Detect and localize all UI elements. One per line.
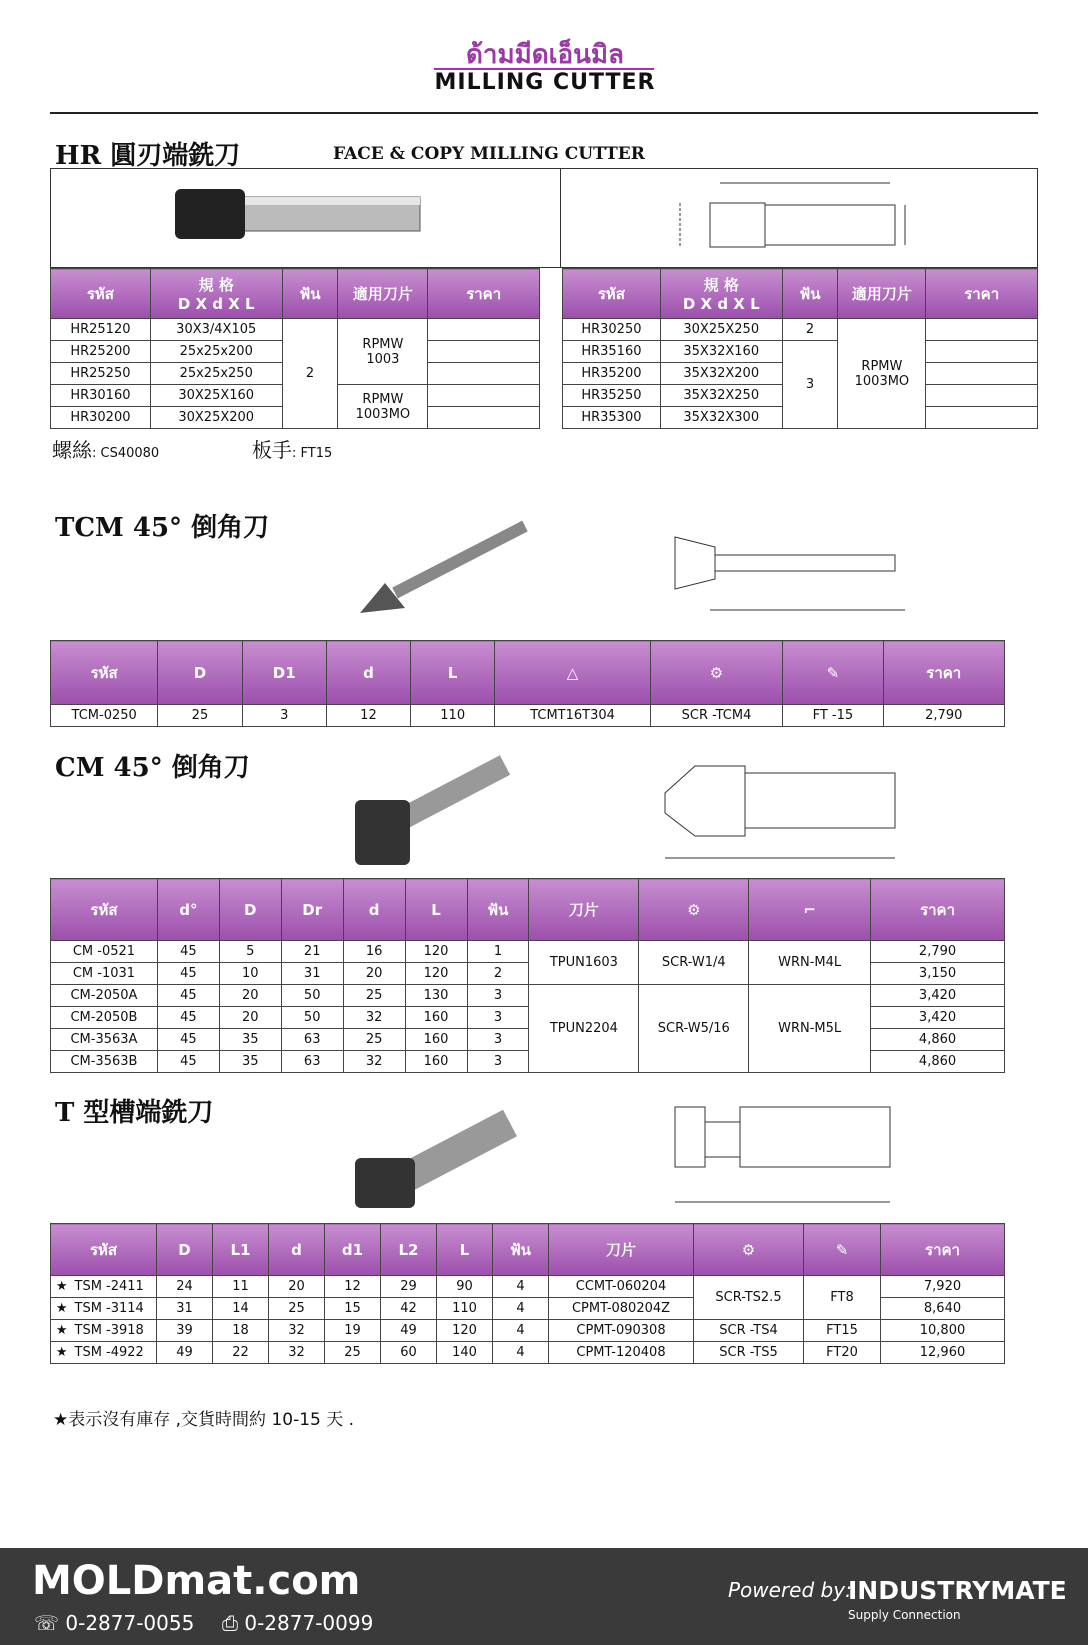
hr-subtitle: FACE & COPY MILLING CUTTER [333, 144, 645, 164]
phone: ☏ 0-2877-0055 [34, 1611, 195, 1635]
th-spec: 規 格 D X d X L [150, 269, 282, 319]
tsm-cutter-image [350, 1098, 540, 1213]
table-row: ★ TSM -2411 24 11 20 12 29 90 4 CCMT-060204 SCR-TS2.5 FT8 7,920 [51, 1276, 1005, 1298]
hr-title: HR 圓刃端銑刀 [55, 141, 241, 171]
tcm-drawing [635, 525, 925, 620]
th-insert: 適用刀片 [338, 269, 428, 319]
table-row: HR35160 35X32X160 3 [563, 341, 1038, 363]
tsm-table: รหัส D L1 d d1 L2 L ฟัน 刀片 ⚙ ✎ ราคา ★ TSM -2411 24 11 20 12 29 90 4 CCMT-060204 SCR-TS2.5 FT8 7,920 ★ TSM -3114 31 14 25 15 42 110 4 CPMT-080204Z 8,640 ★ TSM -3918 39 18 32 19 49 120 4 CPMT-090308 SCR -TS4 FT15 10,800 ★ TSM -4922 49 22 32 25 60 140 4 CPMT-120408 SCR -TS5 FT20 12,960 [50, 1223, 1005, 1364]
screw-icon: ⚙ [639, 879, 749, 941]
table-row: CM -1031 45 10 31 20 120 2 3,150 [51, 963, 1005, 985]
screw-icon: ⚙ [650, 641, 782, 705]
brand-name: MOLDmat.com [32, 1558, 361, 1604]
hr-table-right: รหัส 規 格 D X d X L ฟัน 適用刀片 ราคา HR30250 30X25X250 2 RPMW 1003MO HR35160 35X32X160 3 HR35200 35X32X200 HR35250 35X32X250 HR35300 35X32X300 [562, 268, 1038, 429]
wrench-icon: ✎ [783, 641, 883, 705]
th-teeth: ฟัน [282, 269, 338, 319]
table-row: CM -0521 45 5 21 16 120 1 TPUN1603 SCR-W1/4 WRN-M4L 2,790 [51, 941, 1005, 963]
th-code: รหัส [51, 269, 151, 319]
table-row: HR25250 25x25x250 [51, 363, 540, 385]
hr-table-left [50, 268, 540, 429]
tsm-title: T 型槽端銑刀 [55, 1098, 214, 1128]
fax: ⎙ 0-2877-0099 [222, 1611, 374, 1635]
hr-image-split [560, 168, 561, 268]
table-row: HR35300 35X32X300 [563, 407, 1038, 429]
table-row: ★ TSM -3114 31 14 25 15 42 110 4 CPMT-080204Z 8,640 [51, 1298, 1005, 1320]
table-row: HR25120 30X3/4X105 2 RPMW 1003 [51, 319, 540, 341]
header-rule [50, 112, 1038, 114]
hr-drawing [670, 175, 930, 260]
table-row: HR30250 30X25X250 2 RPMW 1003MO [563, 319, 1038, 341]
table-row: HR30160 30X25X160 RPMW 1003MO [51, 385, 540, 407]
partner-tagline: Supply Connection [848, 1608, 961, 1622]
table-row: HR35250 35X32X250 [563, 385, 1038, 407]
table-row: CM-2050B 45 20 50 32 160 3 3,420 [51, 1007, 1005, 1029]
partner-logo: INDUSTRYMATE [848, 1576, 1067, 1605]
footer [0, 1548, 1088, 1645]
wrench-label: 板手: FT15 [252, 438, 333, 462]
table-row: CM-3563A 45 35 63 25 160 3 4,860 [51, 1029, 1005, 1051]
insert-icon: △ [495, 641, 650, 705]
tcm-title: TCM 45° 倒角刀 [55, 513, 270, 543]
table-row: ★ TSM -4922 49 22 32 25 60 140 4 CPMT-120408 SCR -TS5 FT20 12,960 [51, 1342, 1005, 1364]
table-row: HR25200 25x25x200 [51, 341, 540, 363]
allen-key-icon: ⌐ [749, 879, 871, 941]
table-row: ★ TSM -3918 39 18 32 19 49 120 4 CPMT-090308 SCR -TS4 FT15 10,800 [51, 1320, 1005, 1342]
tsm-drawing [650, 1102, 920, 1212]
fax-icon: ⎙ [222, 1611, 245, 1635]
cm-title: CM 45° 倒角刀 [55, 753, 250, 783]
table-row: HR35200 35X32X200 [563, 363, 1038, 385]
table-row: HR30200 30X25X200 [51, 407, 540, 429]
table-row: TCM-0250 25 3 12 110 TCMT16T304 SCR -TCM4 FT -15 2,790 [51, 705, 1005, 727]
table-row: CM-3563B 45 35 63 32 160 3 4,860 [51, 1051, 1005, 1073]
tcm-cutter-image [355, 518, 535, 628]
screw-label: 螺絲: CS40080 [52, 438, 160, 462]
stock-note: ★表示沒有庫存 ,交貨時間約 10-15 天 . [53, 1410, 355, 1430]
table-row: CM-2050A 45 20 50 25 130 3 TPUN2204 SCR-W5/16 WRN-M5L 3,420 [51, 985, 1005, 1007]
th-price: ราคา [428, 269, 540, 319]
thai-title: ด้ามมีดเอ็นมิล [466, 40, 624, 70]
phone-icon: ☏ [34, 1611, 66, 1635]
cm-drawing [635, 758, 935, 863]
cm-table: รหัส d° D Dr d L ฟัน 刀片 ⚙ ⌐ ราคา CM -0521 45 5 21 16 120 1 TPUN1603 SCR-W1/4 WRN-M4L 2,790 CM -1031 45 10 31 20 120 2 3,150 CM-2050A 45 20 50 25 130 3 TPUN2204 SCR-W5/16 WRN-M5L 3,420 CM-2050B 45 20 50 32 160 3 3,420 CM-3563A 45 35 63 25 160 3 4,860 CM-3563B 45 35 63 32 160 3 4,860 [50, 878, 1005, 1073]
tcm-table: รหัส D D1 d L △ ⚙ ✎ ราคา TCM-0250 25 3 12 110 TCMT16T304 SCR -TCM4 FT -15 2,790 [50, 640, 1005, 727]
powered-by: Powered by: [728, 1578, 852, 1602]
english-title: MILLING CUTTER [434, 70, 656, 95]
cm-cutter-image [350, 750, 530, 875]
screw-icon: ⚙ [694, 1224, 804, 1276]
hr-cutter-image [170, 185, 430, 245]
wrench-icon: ✎ [804, 1224, 881, 1276]
